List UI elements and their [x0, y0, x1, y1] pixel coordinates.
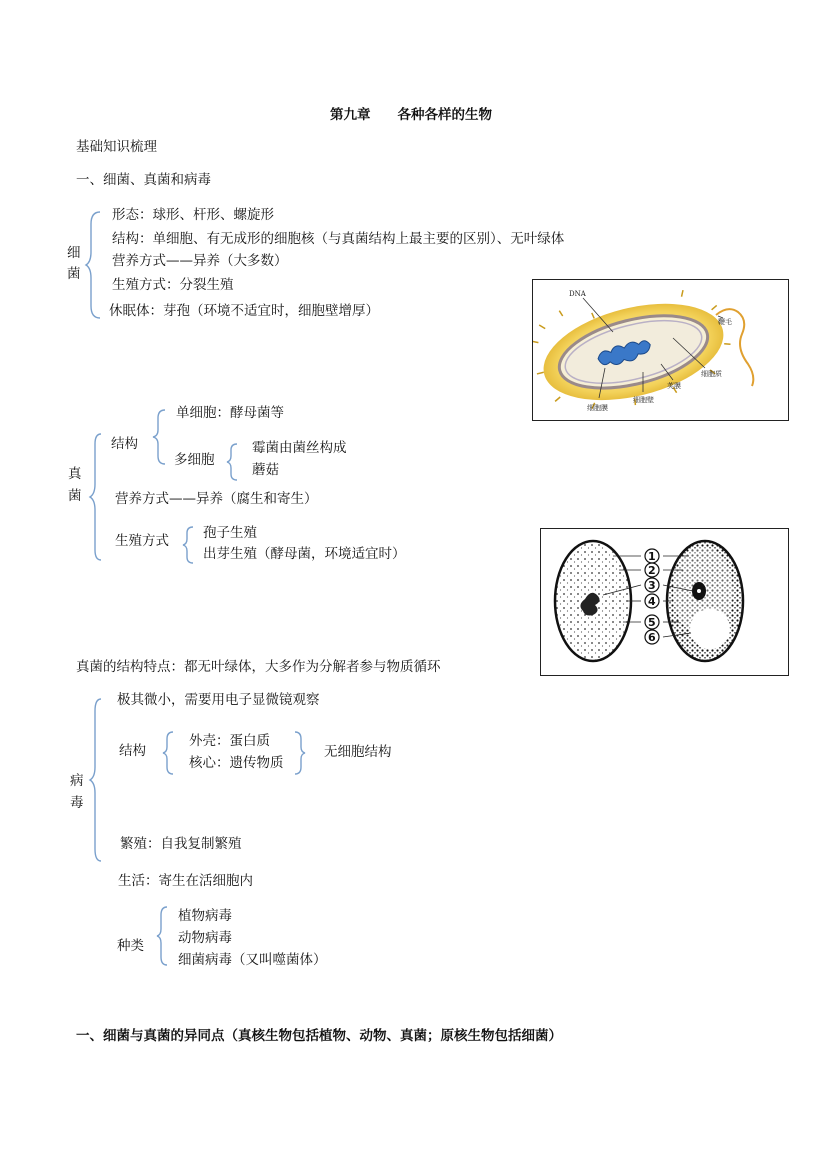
fungi-structure-brace: [150, 408, 168, 466]
fungi-budding: 出芽生殖（酵母菌，环境适宜时）: [203, 546, 406, 562]
virus-type-animal: 动物病毒: [178, 930, 232, 946]
bacteria-dormant: 休眠体：芽孢（环境不适宜时，细胞壁增厚）: [109, 303, 379, 319]
yeast-label-6: 6: [648, 631, 656, 644]
virus-structure: 结构: [119, 743, 146, 759]
bacteria-reproduction: 生殖方式：分裂生殖: [112, 277, 234, 293]
virus-brace: [88, 697, 104, 863]
bacteria-label-2: 菌: [67, 266, 81, 282]
section-basic: 基础知识梳理: [76, 139, 157, 155]
virus-types: 种类: [117, 938, 144, 954]
fungi-multicell-brace: [224, 442, 240, 482]
fungi-mold: 霉菌由菌丝构成: [252, 440, 347, 456]
virus-label-2: 毒: [70, 795, 84, 811]
virus-types-brace: [154, 905, 170, 967]
virus-closing-brace: [292, 730, 308, 776]
fungi-mushroom: 蘑菇: [252, 462, 279, 478]
virus-label-1: 病: [70, 773, 84, 789]
yeast-label-5: 5: [648, 616, 656, 629]
fungi-multicellular: 多细胞: [174, 452, 215, 468]
virus-structure-brace: [160, 730, 176, 776]
yeast-label-4: 4: [648, 595, 656, 608]
virus-no-cell: 无细胞结构: [324, 744, 392, 760]
yeast-vacuole: [690, 609, 730, 649]
fungi-nutrition: 营养方式——异养（腐生和寄生）: [115, 491, 318, 507]
fungi-label-1: 真: [68, 466, 82, 482]
section-1-heading: 一、细菌、真菌和病毒: [76, 172, 211, 188]
virus-type-plant: 植物病毒: [178, 908, 232, 924]
label-flagellum: 鞭毛: [718, 318, 732, 326]
virus-life: 生活：寄生在活细胞内: [118, 873, 253, 889]
bacteria-label-1: 细: [67, 245, 81, 261]
virus-breeding: 繁殖：自我复制繁殖: [120, 836, 242, 852]
virus-type-bacterial: 细菌病毒（又叫噬菌体）: [178, 952, 327, 968]
fungi-spore: 孢子生殖: [203, 525, 257, 541]
bacteria-structure: 结构：单细胞、有无成形的细胞核（与真菌结构上最主要的区别）、无叶绿体: [112, 231, 565, 247]
label-cell-wall: 细胞壁: [633, 396, 654, 404]
bacteria-figure: [532, 279, 789, 421]
fungi-brace: [88, 432, 104, 562]
yeast-label-3: 3: [648, 579, 656, 592]
yeast-label-2: 2: [648, 564, 656, 577]
virus-shell: 外壳：蛋白质: [189, 733, 270, 749]
label-dna: DNA: [569, 290, 586, 298]
yeast-figure: [540, 528, 789, 676]
bacteria-shape: 形态：球形、杆形、螺旋形: [112, 207, 274, 223]
label-cytoplasm: 细胞质: [701, 370, 722, 378]
fungi-reproduction: 生殖方式: [115, 533, 169, 549]
label-cell-membrane: 细胞膜: [587, 404, 608, 412]
label-capsule: 荚膜: [667, 382, 681, 390]
virus-size: 极其微小，需要用电子显微镜观察: [117, 692, 320, 708]
bacteria-brace: [84, 210, 104, 320]
fungi-reproduction-brace: [180, 525, 196, 565]
fungi-unicellular: 单细胞：酵母菌等: [176, 405, 284, 421]
section-2-heading: 一、细菌与真菌的异同点（真核生物包括植物、动物、真菌；原核生物包括细菌）: [76, 1028, 562, 1044]
bacteria-nutrition: 营养方式——异养（大多数）: [112, 253, 288, 269]
virus-core: 核心：遗传物质: [189, 755, 284, 771]
fungi-structure: 结构: [111, 436, 138, 452]
page-title: 第九章 各种各样的生物: [330, 107, 492, 123]
fungi-label-2: 菌: [68, 488, 82, 504]
yeast-label-1: 1: [648, 550, 656, 563]
fungi-feature: 真菌的结构特点：都无叶绿体，大多作为分解者参与物质循环: [76, 659, 441, 675]
